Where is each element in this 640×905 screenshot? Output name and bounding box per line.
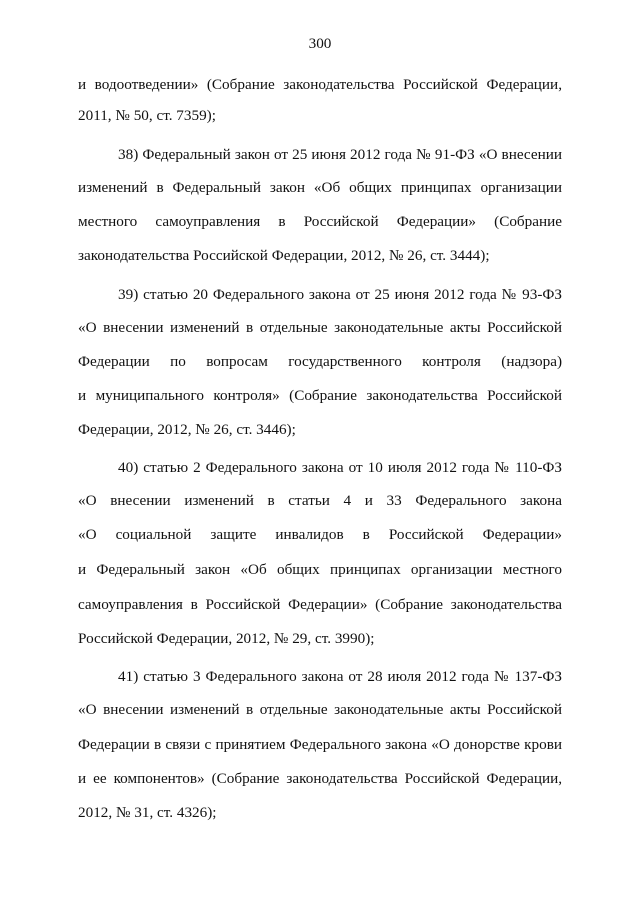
text-line: Федерации в связи с принятием Федерального закона «О донорстве крови xyxy=(78,736,562,753)
text-line: 39) статью 20 Федерального закона от 25 июня 2012 года № 93-ФЗ xyxy=(118,286,562,303)
text-line: 40) статью 2 Федерального закона от 10 июля 2012 года № 110-ФЗ xyxy=(118,459,562,476)
text-line: и муниципального контроля» (Собрание законодательства Российской xyxy=(78,387,562,404)
text-line: законодательства Российской Федерации, 2012, № 26, ст. 3444); xyxy=(78,247,490,264)
text-line: «О внесении изменений в отдельные законодательные акты Российской xyxy=(78,319,562,336)
text-line: и водоотведении» (Собрание законодательства Российской Федерации, xyxy=(78,76,562,93)
text-line: «О социальной защите инвалидов в Российской Федерации» xyxy=(78,526,562,543)
text-line: и ее компонентов» (Собрание законодательства Российской Федерации, xyxy=(78,770,562,787)
text-line: 41) статью 3 Федерального закона от 28 июля 2012 года № 137-ФЗ xyxy=(118,668,562,685)
text-line: и Федеральный закон «Об общих принципах организации местного xyxy=(78,561,562,578)
text-line: 2012, № 31, ст. 4326); xyxy=(78,804,217,821)
text-line: «О внесении изменений в отдельные законодательные акты Российской xyxy=(78,701,562,718)
page-number: 300 xyxy=(308,35,332,52)
text-line: Федерации, 2012, № 26, ст. 3446); xyxy=(78,421,296,438)
text-line: 2011, № 50, ст. 7359); xyxy=(78,107,216,124)
text-line: Российской Федерации, 2012, № 29, ст. 3990); xyxy=(78,630,375,647)
text-line: 38) Федеральный закон от 25 июня 2012 года № 91-ФЗ «О внесении xyxy=(118,146,562,163)
text-line: самоуправления в Российской Федерации» (Собрание законодательства xyxy=(78,596,562,613)
text-line: «О внесении изменений в статьи 4 и 33 Федерального закона xyxy=(78,492,562,509)
text-line: Федерации по вопросам государственного контроля (надзора) xyxy=(78,353,562,370)
text-line: местного самоуправления в Российской Федерации» (Собрание xyxy=(78,213,562,230)
text-line: изменений в Федеральный закон «Об общих принципах организации xyxy=(78,179,562,196)
